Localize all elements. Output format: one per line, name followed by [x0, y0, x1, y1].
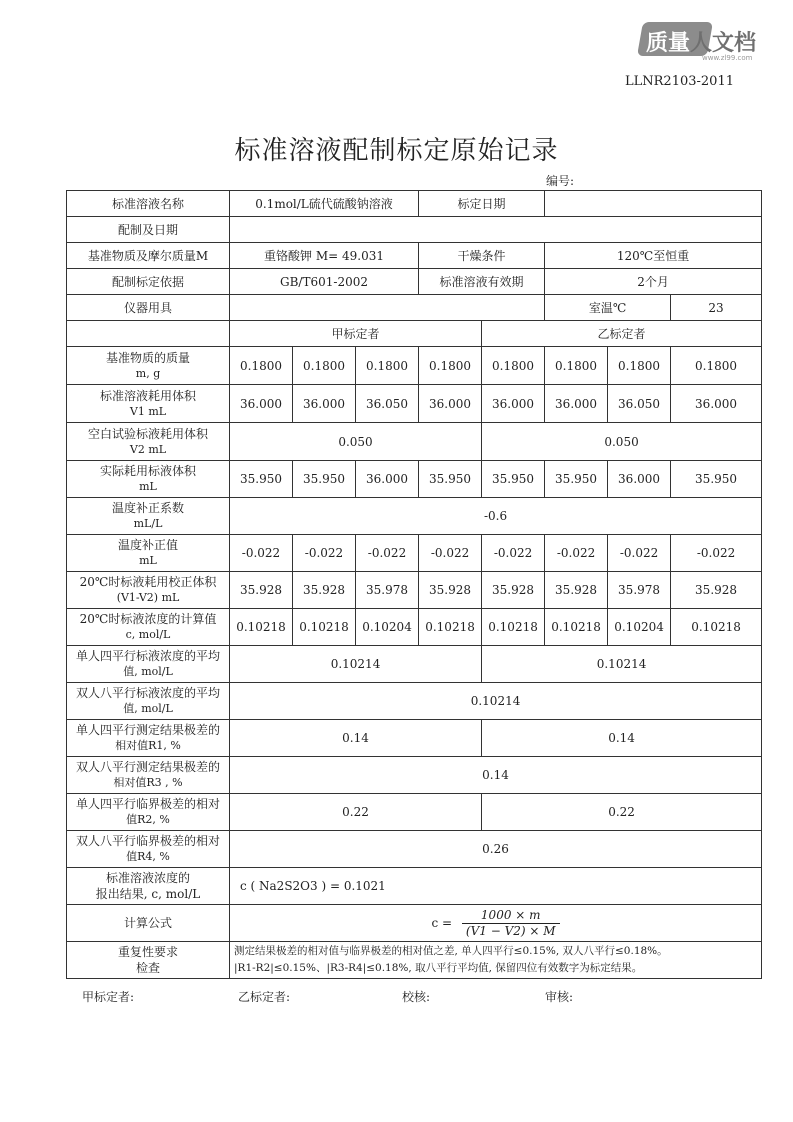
row-repeatability: [67, 942, 762, 979]
mass-cell: 0.1800: [608, 347, 671, 385]
mass-cell: 0.1800: [482, 347, 545, 385]
conc-cell: 0.10218: [482, 609, 545, 646]
repeat-text-1: 测定结果极差的相对值与临界极差的相对值之差, 单人四平行≤0.15%, 双人八平行≤0.18%。: [234, 945, 668, 957]
instruments-label: 仪器用具: [67, 295, 230, 321]
r1-b: 0.14: [482, 720, 762, 757]
report-label: 标准溶液浓度的 报出结果, c, mol/L: [67, 868, 230, 905]
site-logo: [640, 18, 786, 62]
report-value: c ( Na2S2O3 ) = 0.1021: [230, 868, 762, 905]
avg8-label: 双人八平行标液浓度的平均 值, mol/L: [67, 683, 230, 720]
conc-cell: 0.10204: [608, 609, 671, 646]
mass-cell: 0.1800: [356, 347, 419, 385]
r4-value: 0.26: [230, 831, 762, 868]
basis-value: GB/T601-2002: [230, 269, 419, 295]
temp-corr-cell: -0.022: [419, 535, 482, 572]
analyst-corner: [67, 321, 230, 347]
r2-b: 0.22: [482, 794, 762, 831]
v1-cell: 36.000: [230, 385, 293, 423]
formula-prefix: c =: [431, 915, 453, 930]
v1-cell: 36.000: [419, 385, 482, 423]
v1-cell: 36.050: [356, 385, 419, 423]
avg4-label: 单人四平行标液浓度的平均 值, mol/L: [67, 646, 230, 683]
actual-cell: 35.950: [230, 461, 293, 498]
conc-cell: 0.10218: [545, 609, 608, 646]
r3-label: 双人八平行测定结果极差的 相对值R3 , %: [67, 757, 230, 794]
row-v2: [67, 423, 762, 461]
conc-cell: 0.10218: [671, 609, 762, 646]
signature-analyst-b: 乙标定者:: [238, 990, 291, 1004]
analyst-b-header: 乙标定者: [482, 321, 762, 347]
signature-reviewer: 审核:: [545, 990, 574, 1004]
r1-label: 单人四平行测定结果极差的 相对值R1, %: [67, 720, 230, 757]
actual-cell: 36.000: [608, 461, 671, 498]
v2-a: 0.050: [230, 423, 482, 461]
prep-date-value: [230, 217, 762, 243]
formula-numerator: 1000 × m: [462, 908, 560, 924]
v2-label: 空白试验标液耗用体积 V2 mL: [67, 423, 230, 461]
mass-label: 基准物质的质量 m, g: [67, 347, 230, 385]
v20-cell: 35.928: [482, 572, 545, 609]
row-instruments: [67, 295, 762, 321]
temp-corr-cell: -0.022: [545, 535, 608, 572]
signature-checker: 校核:: [402, 990, 431, 1004]
cal-date-value: [545, 191, 762, 217]
formula-fraction: [462, 908, 560, 939]
room-temp-label: 室温℃: [545, 295, 671, 321]
temp-corr-cell: -0.022: [293, 535, 356, 572]
conc-label: 20℃时标液浓度的计算值 c, mol/L: [67, 609, 230, 646]
r2-label: 单人四平行临界极差的相对 值R2, %: [67, 794, 230, 831]
v1-label: 标准溶液耗用体积 V1 mL: [67, 385, 230, 423]
conc-cell: 0.10218: [293, 609, 356, 646]
conc-cell: 0.10204: [356, 609, 419, 646]
r2-a: 0.22: [230, 794, 482, 831]
temp-corr-label: 温度补正值 mL: [67, 535, 230, 572]
row-prep-date: [67, 217, 762, 243]
row-solution-name: [67, 191, 762, 217]
v2-b: 0.050: [482, 423, 762, 461]
row-actual: [67, 461, 762, 498]
row-r2: [67, 794, 762, 831]
reference-label: 基准物质及摩尔质量M: [67, 243, 230, 269]
temp-coef-value: -0.6: [230, 498, 762, 535]
actual-cell: 35.950: [671, 461, 762, 498]
mass-cell: 0.1800: [293, 347, 356, 385]
solution-name-value: 0.1mol/L硫代硫酸钠溶液: [230, 191, 419, 217]
row-avg4: [67, 646, 762, 683]
reference-value: 重铬酸钾 M= 49.031: [230, 243, 419, 269]
formula-label: 计算公式: [67, 905, 230, 942]
avg8-value: 0.10214: [230, 683, 762, 720]
avg4-b: 0.10214: [482, 646, 762, 683]
row-basis: [67, 269, 762, 295]
cal-date-label: 标定日期: [419, 191, 545, 217]
row-r1: [67, 720, 762, 757]
temp-corr-cell: -0.022: [671, 535, 762, 572]
v1-cell: 36.000: [293, 385, 356, 423]
v1-cell: 36.000: [482, 385, 545, 423]
temp-corr-cell: -0.022: [608, 535, 671, 572]
temp-corr-cell: -0.022: [356, 535, 419, 572]
temp-coef-label: 温度补正系数 mL/L: [67, 498, 230, 535]
actual-cell: 35.950: [293, 461, 356, 498]
row-v1: [67, 385, 762, 423]
repeat-requirement: [230, 942, 762, 979]
row-formula: [67, 905, 762, 942]
v20-cell: 35.978: [356, 572, 419, 609]
row-r4: [67, 831, 762, 868]
logo-url: www.zl99.com: [702, 54, 753, 62]
formula-cell: [230, 905, 762, 942]
page-title: 标准溶液配制标定原始记录: [234, 136, 559, 166]
v20-cell: 35.928: [230, 572, 293, 609]
row-temp-coef: [67, 498, 762, 535]
row-avg8: [67, 683, 762, 720]
mass-cell: 0.1800: [671, 347, 762, 385]
r3-value: 0.14: [230, 757, 762, 794]
mass-cell: 0.1800: [230, 347, 293, 385]
formula-denominator: (V1 − V2) × M: [465, 923, 556, 938]
actual-label: 实际耗用标液体积 mL: [67, 461, 230, 498]
v20-label: 20℃时标液耗用校正体积 (V1-V2) mL: [67, 572, 230, 609]
r4-label: 双人八平行临界极差的相对 值R4, %: [67, 831, 230, 868]
actual-cell: 35.950: [545, 461, 608, 498]
conc-cell: 0.10218: [230, 609, 293, 646]
r1-a: 0.14: [230, 720, 482, 757]
v20-cell: 35.928: [671, 572, 762, 609]
actual-cell: 35.950: [482, 461, 545, 498]
row-report: [67, 868, 762, 905]
instruments-value: [230, 295, 545, 321]
dry-label: 干燥条件: [419, 243, 545, 269]
document-number: LLNR2103-2011: [625, 74, 734, 89]
signature-analyst-a: 甲标定者:: [82, 990, 135, 1004]
basis-label: 配制标定依据: [67, 269, 230, 295]
row-v20: [67, 572, 762, 609]
prep-date-label: 配制及日期: [67, 217, 230, 243]
conc-cell: 0.10218: [419, 609, 482, 646]
row-mass: [67, 347, 762, 385]
v20-cell: 35.928: [293, 572, 356, 609]
row-temp-corr: [67, 535, 762, 572]
analyst-a-header: 甲标定者: [230, 321, 482, 347]
v1-cell: 36.000: [671, 385, 762, 423]
record-table: [66, 190, 762, 979]
actual-cell: 36.000: [356, 461, 419, 498]
v20-cell: 35.928: [545, 572, 608, 609]
temp-corr-cell: -0.022: [482, 535, 545, 572]
room-temp-value: 23: [671, 295, 762, 321]
logo-text: 质量人文档: [646, 31, 757, 56]
row-r3: [67, 757, 762, 794]
repeat-text-2: |R1-R2|≤0.15%、|R3-R4|≤0.18%, 取八平行平均值, 保留四位有效数字为标定结果。: [234, 962, 643, 974]
valid-label: 标准溶液有效期: [419, 269, 545, 295]
mass-cell: 0.1800: [419, 347, 482, 385]
solution-name-label: 标准溶液名称: [67, 191, 230, 217]
actual-cell: 35.950: [419, 461, 482, 498]
mass-cell: 0.1800: [545, 347, 608, 385]
dry-value: 120℃至恒重: [545, 243, 762, 269]
valid-value: 2个月: [545, 269, 762, 295]
serial-number-label: 编号:: [546, 174, 575, 188]
row-concentration: [67, 609, 762, 646]
v1-cell: 36.000: [545, 385, 608, 423]
repeat-label: 重复性要求 检查: [67, 942, 230, 979]
v20-cell: 35.978: [608, 572, 671, 609]
v1-cell: 36.050: [608, 385, 671, 423]
v20-cell: 35.928: [419, 572, 482, 609]
avg4-a: 0.10214: [230, 646, 482, 683]
row-reference: [67, 243, 762, 269]
temp-corr-cell: -0.022: [230, 535, 293, 572]
row-analysts: [67, 321, 762, 347]
